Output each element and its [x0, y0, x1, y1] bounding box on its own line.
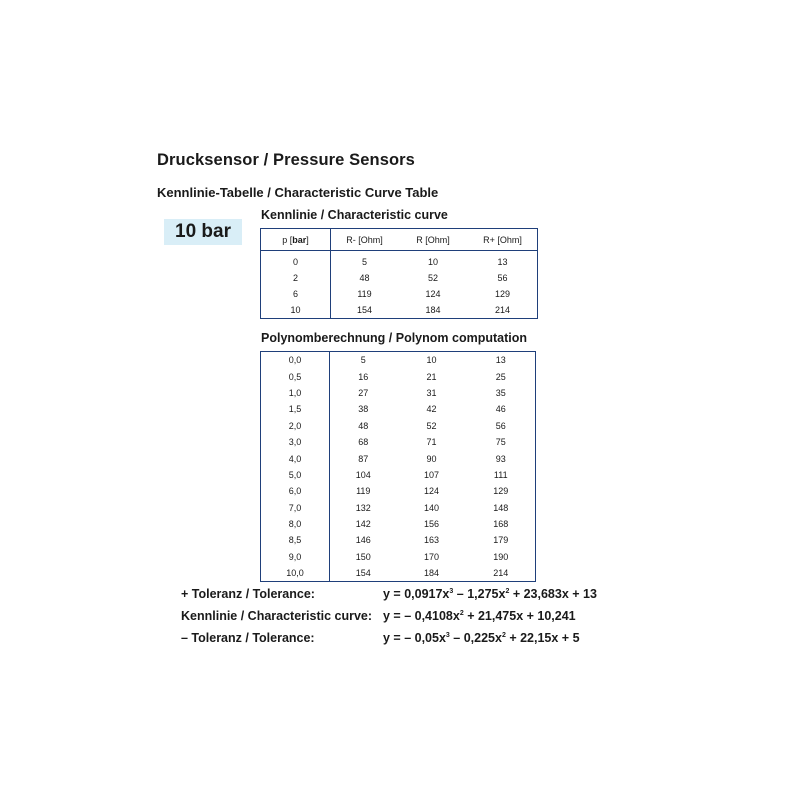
table-cell: 10: [426, 355, 437, 366]
table-cell: 9,0: [261, 549, 330, 565]
table-row: [261, 532, 536, 548]
polynom-computation-table: [260, 351, 536, 582]
table-cell: 52: [426, 420, 437, 431]
table-cell: 42: [426, 404, 437, 415]
table-cell: 2: [261, 270, 331, 286]
table-cell: 46: [495, 404, 506, 415]
table-cell: 168: [493, 519, 509, 530]
table-cell: 146: [355, 535, 371, 546]
table-cell: 21: [426, 371, 437, 382]
range-badge: 10 bar: [164, 219, 242, 245]
table-cell: 190: [493, 551, 509, 562]
table-row: [261, 450, 536, 466]
table-cell: 52: [427, 273, 438, 283]
table-cell: 35: [495, 387, 506, 398]
page-subtitle: Kennlinie-Tabelle / Characteristic Curve Table: [157, 185, 439, 200]
formula-label: – Toleranz / Tolerance:: [181, 631, 315, 645]
eq-part: + 23,683x + 13: [509, 587, 597, 601]
table-row: [261, 549, 536, 565]
table-cell: 3,0: [261, 434, 330, 450]
table-cell: 129: [494, 289, 511, 299]
table-cell: 2,0: [261, 418, 330, 434]
eq-part: + 21,475x + 10,241: [463, 609, 576, 623]
header-r: R [Ohm]: [398, 229, 468, 251]
header-r-plus: R+ [Ohm]: [468, 229, 538, 251]
table-cell: 10: [427, 257, 438, 267]
table-cell: 8,5: [261, 532, 330, 548]
eq-part: – 0,225x: [449, 631, 502, 645]
table-cell: 6,0: [261, 483, 330, 499]
eq-part: y = – 0,05x: [383, 631, 446, 645]
table-row: [261, 270, 538, 286]
table-cell: 1,5: [261, 401, 330, 417]
formula-label: + Toleranz / Tolerance:: [181, 587, 315, 601]
table-cell: 184: [423, 568, 440, 579]
table-cell: 93: [495, 453, 506, 464]
header-r-minus: R- [Ohm]: [331, 229, 399, 251]
table-row: [261, 565, 536, 582]
table-cell: 119: [356, 486, 371, 497]
table-cell: 163: [423, 535, 440, 546]
table-cell: 1,0: [261, 385, 330, 401]
table-cell: 10,0: [261, 565, 330, 582]
eq-exponent: 2: [505, 588, 510, 595]
table-cell: 5: [360, 355, 366, 366]
table-cell: 10: [261, 302, 331, 319]
table-cell: 124: [425, 289, 441, 299]
table-cell: 56: [497, 273, 508, 283]
table-cell: 214: [493, 568, 509, 579]
poly-table-title: Polynomberechnung / Polynom computation: [261, 331, 527, 345]
eq-exponent: 2: [501, 632, 506, 639]
table-cell: 0: [261, 251, 331, 271]
table-cell: 184: [425, 305, 441, 315]
table-row: [261, 302, 538, 319]
table-cell: 27: [358, 387, 369, 398]
table-cell: 148: [493, 502, 509, 513]
eq-exponent: 2: [459, 610, 464, 617]
table-cell: 8,0: [261, 516, 330, 532]
table-cell: 111: [493, 469, 508, 480]
eq-part: – 1,275x: [453, 587, 506, 601]
table-cell: 5: [361, 257, 367, 267]
table-cell: 170: [423, 551, 440, 562]
table-row: [261, 483, 536, 499]
table-cell: 150: [355, 551, 371, 562]
table-cell: 179: [493, 535, 509, 546]
table-cell: 16: [358, 371, 369, 382]
table-row: [261, 286, 538, 302]
table-cell: 119: [357, 289, 372, 299]
table-cell: 13: [495, 355, 506, 366]
formula-row-plus-tolerance: [181, 587, 597, 609]
table-row: [261, 434, 536, 450]
table-cell: 48: [359, 273, 370, 283]
eq-exponent: 3: [449, 588, 454, 595]
table-cell: 56: [495, 420, 506, 431]
header-pressure: p [bar]: [261, 229, 331, 251]
eq-part: + 22,15x + 5: [505, 631, 580, 645]
table-cell: 0,5: [261, 368, 330, 384]
table-cell: 48: [358, 420, 369, 431]
table-cell: 0,0: [261, 352, 330, 369]
table-cell: 90: [426, 453, 437, 464]
table-cell: 104: [355, 469, 371, 480]
table-row: [261, 368, 536, 384]
table-cell: 5,0: [261, 467, 330, 483]
table-cell: 4,0: [261, 450, 330, 466]
formula-label: Kennlinie / Characteristic curve:: [181, 609, 373, 623]
table-cell: 107: [423, 469, 440, 480]
formula-equation: [383, 609, 576, 631]
table-cell: 142: [355, 519, 371, 530]
table-header-row: [261, 229, 538, 251]
page-title: Drucksensor / Pressure Sensors: [157, 151, 415, 169]
table-cell: 75: [495, 437, 506, 448]
formula-block: [181, 587, 597, 653]
table-cell: 71: [426, 437, 437, 448]
table-cell: 13: [497, 257, 508, 267]
table-row: [261, 516, 536, 532]
eq-exponent: 3: [445, 632, 450, 639]
table-cell: 6: [261, 286, 331, 302]
formula-equation: [383, 631, 580, 653]
formula-equation: [383, 587, 597, 609]
table-row: [261, 251, 538, 271]
table-cell: 132: [355, 502, 371, 513]
table-row: [261, 467, 536, 483]
formula-row-minus-tolerance: [181, 631, 597, 653]
table-cell: 140: [423, 502, 440, 513]
table-cell: 38: [358, 404, 369, 415]
table-cell: 25: [495, 371, 506, 382]
table-row: [261, 401, 536, 417]
table-row: [261, 385, 536, 401]
table-cell: 156: [423, 519, 440, 530]
table-row: [261, 500, 536, 516]
table-cell: 124: [423, 486, 440, 497]
table-cell: 129: [493, 486, 509, 497]
table-cell: 7,0: [261, 500, 330, 516]
characteristic-curve-table: [260, 228, 538, 319]
table-row: [261, 418, 536, 434]
eq-part: y = 0,0917x: [383, 587, 450, 601]
table-cell: 214: [494, 305, 511, 315]
formula-row-characteristic-curve: [181, 609, 597, 631]
eq-part: y = – 0,4108x: [383, 609, 460, 623]
curve-table-title: Kennlinie / Characteristic curve: [261, 208, 448, 222]
table-cell: 68: [358, 437, 369, 448]
table-row: [261, 352, 536, 369]
table-cell: 87: [358, 453, 369, 464]
table-cell: 154: [356, 305, 373, 315]
table-cell: 31: [426, 387, 437, 398]
table-cell: 154: [355, 568, 371, 579]
